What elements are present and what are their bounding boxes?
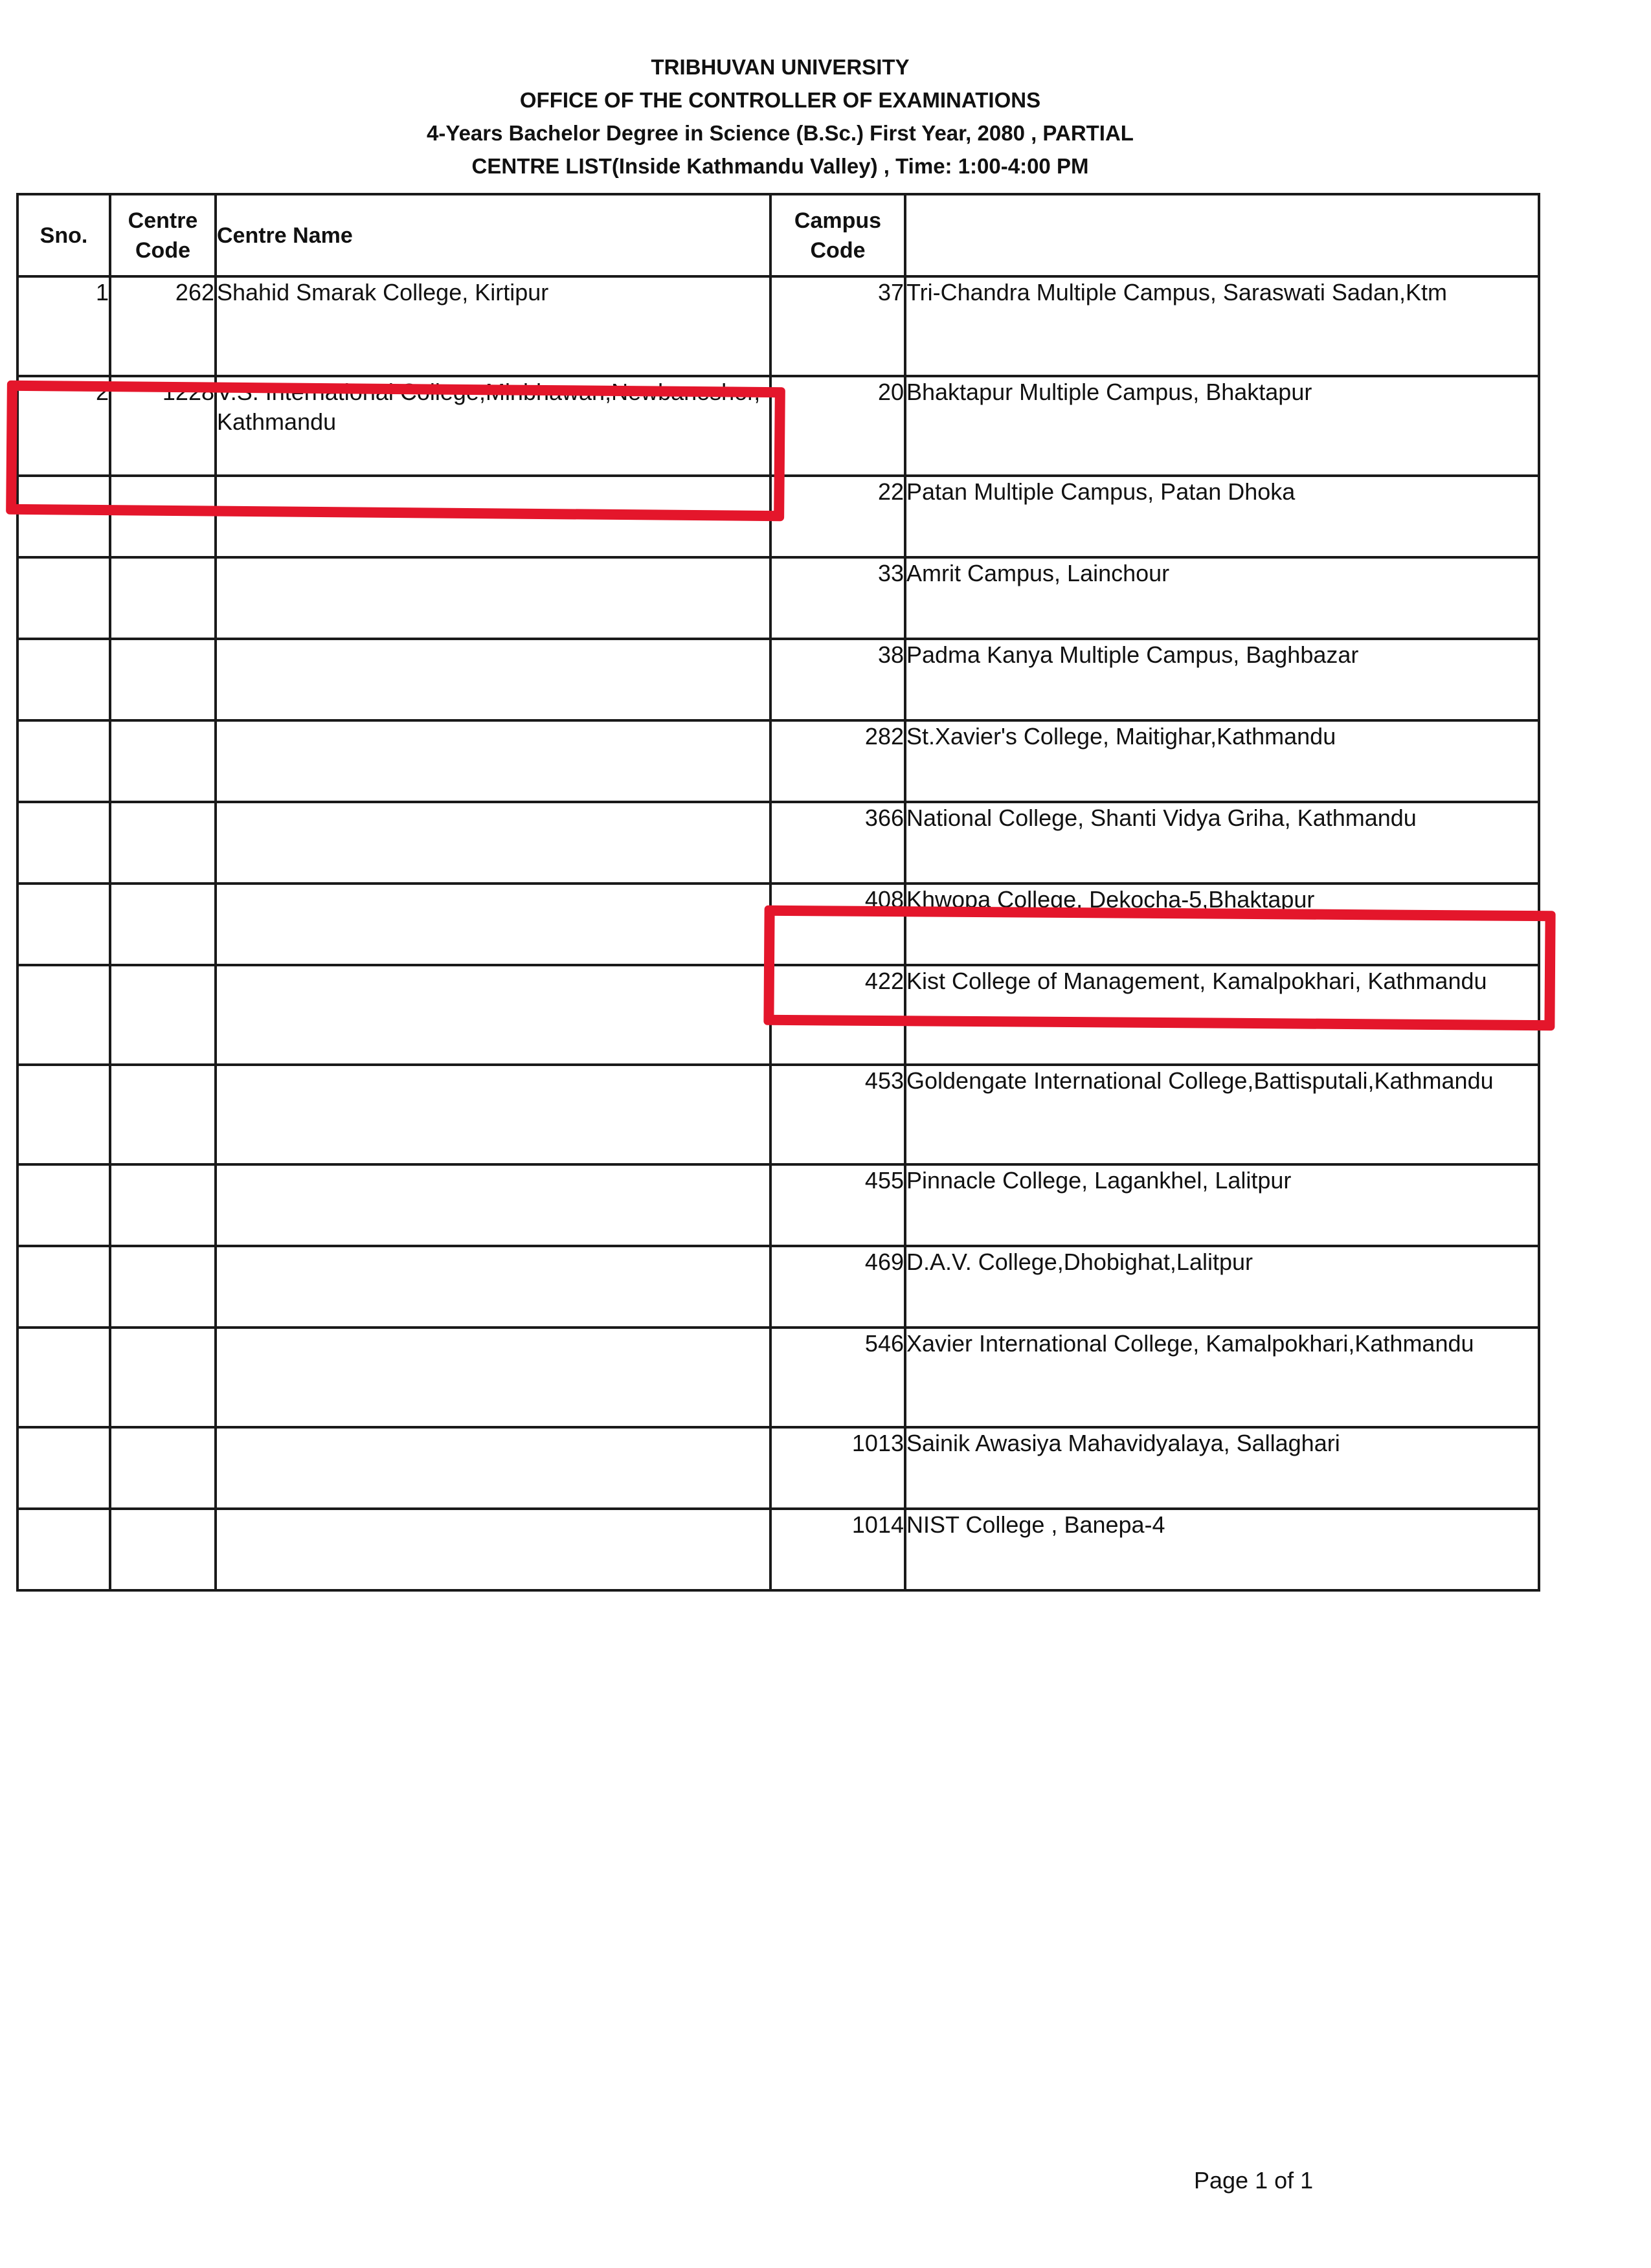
centre-name-cell bbox=[216, 802, 770, 884]
table-row bbox=[17, 1065, 1539, 1164]
sno-cell bbox=[17, 557, 110, 639]
centre-name-cell: V.S. International College,Minbhawan,Newbaneshor,Kathmandu bbox=[216, 376, 770, 476]
campus-name-cell: Patan Multiple Campus, Patan Dhoka bbox=[905, 476, 1539, 557]
centre-name-cell bbox=[216, 1427, 770, 1509]
campus-code-cell: 546 bbox=[770, 1328, 905, 1427]
campus-code-cell: 453 bbox=[770, 1065, 905, 1164]
col-header-campus-name bbox=[905, 194, 1539, 276]
centre-name-cell bbox=[216, 1246, 770, 1328]
office-title: OFFICE OF THE CONTROLLER OF EXAMINATIONS bbox=[519, 88, 1041, 112]
col-header-centre-code: Centre Code bbox=[110, 194, 216, 276]
campus-code-cell: 1013 bbox=[770, 1427, 905, 1509]
centre-code-cell bbox=[110, 1246, 216, 1328]
centre-code-cell bbox=[110, 802, 216, 884]
table-row bbox=[17, 557, 1539, 639]
campus-name-cell: Sainik Awasiya Mahavidyalaya, Sallaghari bbox=[905, 1427, 1539, 1509]
centre-code-cell bbox=[110, 720, 216, 802]
sno-cell bbox=[17, 1427, 110, 1509]
campus-name-cell: St.Xavier's College, Maitighar,Kathmandu bbox=[905, 720, 1539, 802]
centre-name-cell bbox=[216, 1065, 770, 1164]
university-title: TRIBHUVAN UNIVERSITY bbox=[651, 55, 910, 79]
table-row bbox=[17, 1246, 1539, 1328]
sno-cell bbox=[17, 720, 110, 802]
campus-code-cell: 469 bbox=[770, 1246, 905, 1328]
table-row bbox=[17, 476, 1539, 557]
sno-cell bbox=[17, 476, 110, 557]
campus-name-cell: NIST College , Banepa-4 bbox=[905, 1509, 1539, 1590]
col-header-sno: Sno. bbox=[17, 194, 110, 276]
sno-cell bbox=[17, 1509, 110, 1590]
centre-name-cell: Shahid Smarak College, Kirtipur bbox=[216, 276, 770, 376]
sno-cell bbox=[17, 884, 110, 965]
sno-cell bbox=[17, 802, 110, 884]
campus-name-cell: Khwopa College, Dekocha-5,Bhaktapur bbox=[905, 884, 1539, 965]
table-row bbox=[17, 965, 1539, 1065]
centre-name-cell bbox=[216, 1164, 770, 1246]
campus-code-cell: 37 bbox=[770, 276, 905, 376]
col-header-campus-code: Campus Code bbox=[770, 194, 905, 276]
campus-code-cell: 455 bbox=[770, 1164, 905, 1246]
centre-name-cell bbox=[216, 639, 770, 720]
centre-code-cell bbox=[110, 1509, 216, 1590]
page-number: Page 1 of 1 bbox=[1194, 2167, 1314, 2194]
sno-cell bbox=[17, 1246, 110, 1328]
campus-code-cell: 366 bbox=[770, 802, 905, 884]
sno-cell: 2 bbox=[17, 376, 110, 476]
centre-name-cell bbox=[216, 720, 770, 802]
centre-list-table bbox=[16, 193, 1540, 1592]
table-row bbox=[17, 1328, 1539, 1427]
document-header bbox=[0, 50, 1560, 183]
sno-cell bbox=[17, 639, 110, 720]
centre-code-cell bbox=[110, 639, 216, 720]
centre-name-cell bbox=[216, 1509, 770, 1590]
centre-name-cell bbox=[216, 884, 770, 965]
centre-name-cell bbox=[216, 476, 770, 557]
sno-cell bbox=[17, 965, 110, 1065]
centre-code-cell bbox=[110, 884, 216, 965]
campus-code-cell: 1014 bbox=[770, 1509, 905, 1590]
table-row bbox=[17, 376, 1539, 476]
sno-cell bbox=[17, 1328, 110, 1427]
centre-code-cell bbox=[110, 1427, 216, 1509]
centre-code-cell bbox=[110, 1065, 216, 1164]
centre-code-cell bbox=[110, 476, 216, 557]
sno-cell: 1 bbox=[17, 276, 110, 376]
campus-name-cell: D.A.V. College,Dhobighat,Lalitpur bbox=[905, 1246, 1539, 1328]
centre-code-cell bbox=[110, 965, 216, 1065]
exam-title: 4-Years Bachelor Degree in Science (B.Sc.) First Year, 2080 , PARTIAL bbox=[427, 121, 1134, 145]
campus-name-cell: National College, Shanti Vidya Griha, Kathmandu bbox=[905, 802, 1539, 884]
campus-code-cell: 422 bbox=[770, 965, 905, 1065]
campus-code-cell: 33 bbox=[770, 557, 905, 639]
centre-code-cell bbox=[110, 1164, 216, 1246]
sno-cell bbox=[17, 1065, 110, 1164]
table-row bbox=[17, 276, 1539, 376]
campus-name-cell: Kist College of Management, Kamalpokhari, Kathmandu bbox=[905, 965, 1539, 1065]
campus-code-cell: 282 bbox=[770, 720, 905, 802]
table-row bbox=[17, 1164, 1539, 1246]
campus-code-cell: 22 bbox=[770, 476, 905, 557]
table-row bbox=[17, 1427, 1539, 1509]
table-header-row bbox=[17, 194, 1539, 276]
campus-name-cell: Xavier International College, Kamalpokhari,Kathmandu bbox=[905, 1328, 1539, 1427]
centre-name-cell bbox=[216, 1328, 770, 1427]
campus-name-cell: Bhaktapur Multiple Campus, Bhaktapur bbox=[905, 376, 1539, 476]
centre-code-cell bbox=[110, 1328, 216, 1427]
campus-name-cell: Goldengate International College,Battisputali,Kathmandu bbox=[905, 1065, 1539, 1164]
centre-code-cell: 1228 bbox=[110, 376, 216, 476]
centre-code-cell: 262 bbox=[110, 276, 216, 376]
table-row bbox=[17, 1509, 1539, 1590]
table-row bbox=[17, 720, 1539, 802]
table-row bbox=[17, 639, 1539, 720]
campus-code-cell: 408 bbox=[770, 884, 905, 965]
table-row bbox=[17, 884, 1539, 965]
campus-name-cell: Amrit Campus, Lainchour bbox=[905, 557, 1539, 639]
centre-name-cell bbox=[216, 965, 770, 1065]
campus-code-cell: 20 bbox=[770, 376, 905, 476]
campus-name-cell: Pinnacle College, Lagankhel, Lalitpur bbox=[905, 1164, 1539, 1246]
campus-name-cell: Padma Kanya Multiple Campus, Baghbazar bbox=[905, 639, 1539, 720]
campus-name-cell: Tri-Chandra Multiple Campus, Saraswati Sadan,Ktm bbox=[905, 276, 1539, 376]
sno-cell bbox=[17, 1164, 110, 1246]
centre-name-cell bbox=[216, 557, 770, 639]
table-row bbox=[17, 802, 1539, 884]
col-header-centre-name: Centre Name bbox=[216, 194, 770, 276]
list-title: CENTRE LIST(Inside Kathmandu Valley) , Time: 1:00-4:00 PM bbox=[471, 154, 1089, 178]
centre-code-cell bbox=[110, 557, 216, 639]
campus-code-cell: 38 bbox=[770, 639, 905, 720]
